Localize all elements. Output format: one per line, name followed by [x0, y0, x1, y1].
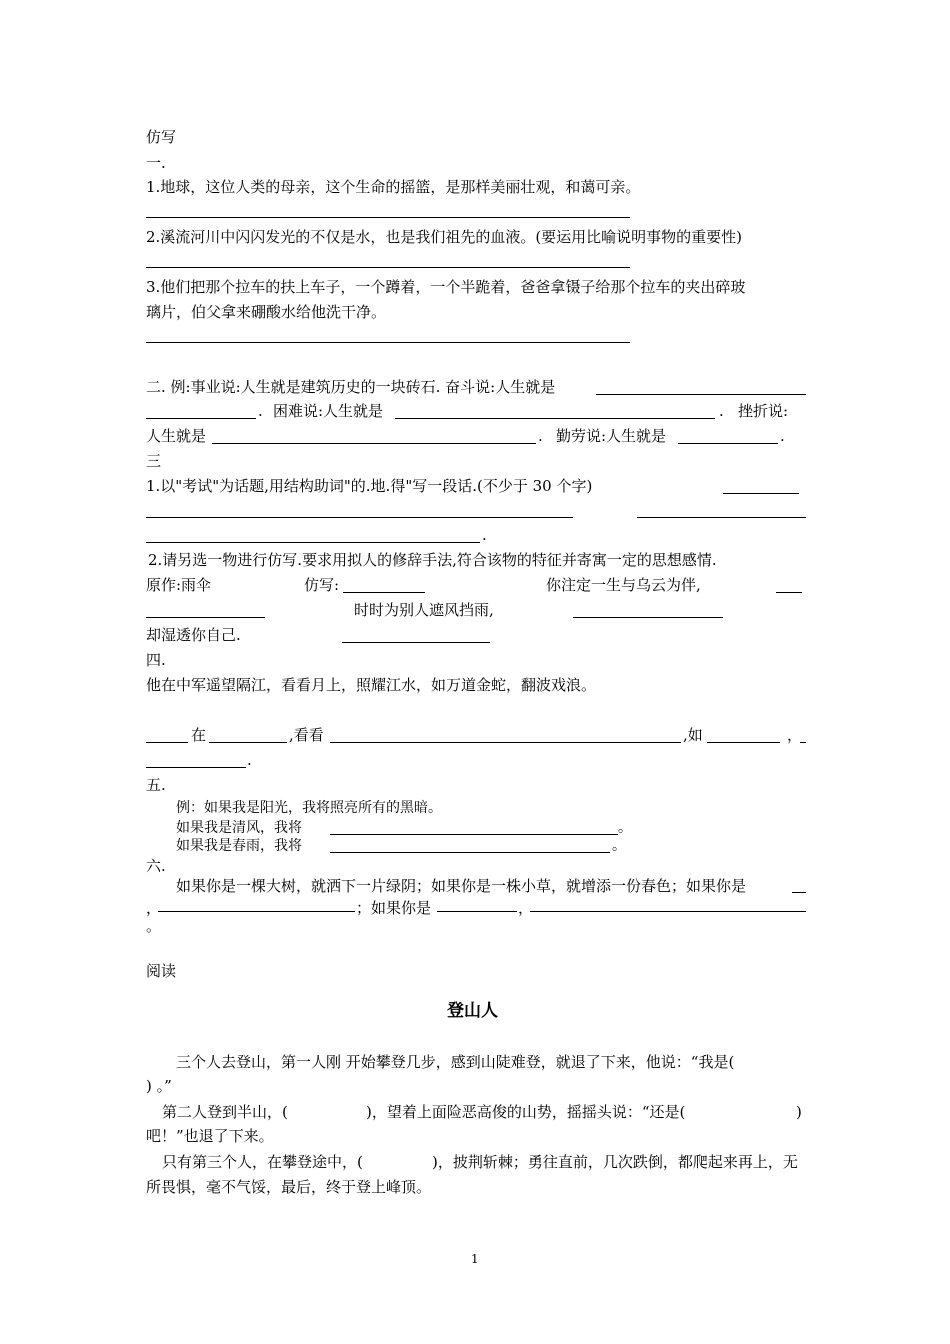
answer-line[interactable] [437, 911, 517, 912]
section-2-text: 二. 例:事业说:人生就是建筑历史的一块砖石. 奋斗说:人生就是 [146, 378, 556, 396]
punctuation: . [780, 427, 785, 445]
section-1-question-2: 2.溪流河川中闪闪发光的不仅是水，也是我们祖先的血液。(要运用比喻说明事物的重要性) [146, 228, 743, 246]
page-number: 1 [471, 1252, 479, 1266]
section-5-line-2: 如果我是春雨，我将 [176, 838, 302, 854]
answer-line[interactable] [800, 742, 806, 743]
section-2-cuozhe: 挫折说: [738, 402, 789, 420]
original-line-2: 时时为别人遮风挡雨, [354, 601, 494, 619]
answer-line[interactable] [343, 592, 425, 593]
section-3-number: 三 [146, 452, 162, 470]
punctuation: 。 [618, 820, 632, 836]
punctuation: . [247, 751, 252, 769]
punctuation: . [538, 427, 543, 445]
section-2-qinlao: 勤劳说:人生就是 [556, 427, 667, 445]
punctuation: ， [518, 899, 534, 917]
answer-line[interactable] [678, 443, 778, 444]
reading-label: 阅读 [146, 962, 177, 980]
answer-line[interactable] [146, 767, 246, 768]
fill-word: 在 [191, 726, 207, 744]
punctuation: . [719, 402, 724, 420]
punctuation: . [258, 402, 263, 420]
section-5-number: 五. [146, 776, 166, 794]
section-6-line-1: 如果你是一棵大树，就洒下一片绿阴；如果你是一株小草，就增添一份春色；如果你是 [176, 877, 747, 895]
answer-line[interactable] [792, 892, 806, 893]
fill-word: ,看看 [289, 726, 324, 744]
reading-paragraph-2: 第二人登到半山，( [162, 1103, 288, 1121]
answer-line[interactable] [330, 834, 618, 835]
answer-line[interactable] [146, 517, 573, 518]
section-4-text: 他在中军遥望隔江，看看月上，照耀江水，如万道金蛇，翻波戏浪。 [146, 676, 597, 694]
answer-line[interactable] [146, 617, 265, 618]
reading-paragraph-3-end: 所畏惧，毫不气馁，最后，终于登上峰顶。 [146, 1178, 432, 1196]
answer-line[interactable] [395, 418, 715, 419]
section-5-line-1: 如果我是清风，我将 [176, 820, 302, 836]
answer-line[interactable] [637, 517, 806, 518]
answer-line[interactable] [530, 911, 806, 912]
punctuation: 。 [146, 917, 162, 935]
reading-paragraph-2-end: 吧！”也退了下来。 [146, 1127, 274, 1145]
answer-line[interactable] [146, 418, 256, 419]
punctuation: ， [787, 726, 803, 744]
original-line-1: 你注定一生与乌云为伴, [546, 576, 701, 594]
section-5-example: 例：如果我是阳光，我将照亮所有的黑暗。 [176, 800, 442, 816]
reading-paragraph-1-end: ) 。” [146, 1077, 172, 1095]
section-1-question-3-line-1: 3.他们把那个拉车的扶上车子，一个蹲着，一个半跪着，爸爸拿镊子给那个拉车的夹出碎玻 [146, 278, 746, 296]
section-2-kunnan: 困难说:人生就是 [273, 402, 384, 420]
reading-paragraph-1: 三个人去登山，第一人刚 开始攀登几步，感到山陡难登，就退了下来，他说：“我是( [176, 1053, 735, 1071]
answer-line[interactable] [146, 742, 188, 743]
reading-paragraph-3: 只有第三个人，在攀登途中，( [162, 1153, 363, 1171]
answer-line[interactable] [209, 742, 287, 743]
section-1-question-1: 1.地球，这位人类的母亲，这个生命的摇篮，是那样美丽壮观，和蔼可亲。 [146, 178, 641, 196]
answer-line[interactable] [776, 592, 802, 593]
section-4-number: 四. [146, 651, 166, 669]
punctuation: . [482, 526, 487, 544]
punctuation: ， [146, 899, 162, 917]
reading-paragraph-2-mid: )，望着上面险恶高俊的山势，摇摇头说：“还是( [366, 1103, 686, 1121]
original-line-3: 却湿透你自己. [146, 626, 241, 644]
fill-word: ,如 [683, 726, 703, 744]
reading-title: 登山人 [447, 1001, 498, 1021]
section-1-number: 一. [146, 154, 166, 172]
answer-line[interactable] [707, 742, 780, 743]
answer-line[interactable] [146, 542, 480, 543]
blank-parenthesis: ) [796, 1103, 802, 1121]
reading-paragraph-3-mid: )，披荆斩棘；勇往直前，几次跌倒，都爬起来再上，无 [432, 1153, 798, 1171]
answer-line[interactable] [342, 642, 490, 643]
answer-line[interactable] [146, 217, 630, 218]
answer-line[interactable] [212, 443, 536, 444]
section-3-question-2: 2.请另选一物进行仿写.要求用拟人的修辞手法,符合该物的特征并寄寓一定的思想感情. [148, 551, 717, 569]
section-2-line-3-start: 人生就是 [146, 427, 207, 445]
page-heading: 仿写 [146, 128, 177, 146]
answer-line[interactable] [723, 493, 799, 494]
answer-line[interactable] [146, 267, 630, 268]
imitation-label: 仿写: [304, 576, 340, 594]
answer-line[interactable] [573, 617, 723, 618]
section-3-question-1: 1.以"考试"为话题,用结构助词"的.地.得"写一段话.(不少于 30 个字) [146, 477, 593, 495]
answer-line[interactable] [330, 742, 681, 743]
punctuation: 。 [612, 838, 626, 854]
answer-line[interactable] [330, 852, 610, 853]
answer-line[interactable] [158, 911, 355, 912]
answer-line[interactable] [596, 394, 806, 395]
answer-line[interactable] [146, 342, 630, 343]
section-6-number: 六. [146, 857, 166, 875]
section-1-question-3-line-2: 璃片，伯父拿来硼酸水给他洗干净。 [146, 303, 387, 321]
original-label: 原作:雨伞 [146, 576, 212, 594]
section-6-line-2: ；如果你是 [356, 899, 432, 917]
